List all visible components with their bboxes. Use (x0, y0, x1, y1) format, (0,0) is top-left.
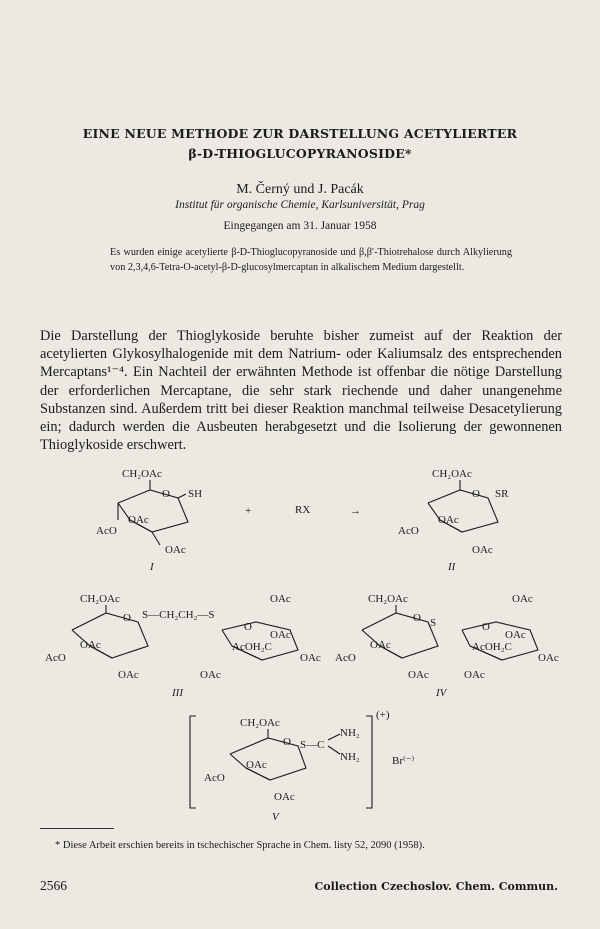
thio-bridge: S (430, 617, 437, 629)
oac-label: OAc (300, 652, 321, 664)
ch2oac-label: CH₂OAc (368, 593, 408, 605)
authors: M. Černý und J. Pacák (236, 182, 364, 197)
body-paragraph: Die Darstellung der Thioglykoside beruhte bisher zumeist auf der Reaktion der acetylierten Glykosylhalogenide mit dem Natrium- oder Kaliumsalz des entsprechenden Mercaptans¹⁻⁴. Ein Nachteil der erwähnten Methode ist offenbar die nötige Darstellung der erforderlichen Mercaptane, die sehr stark riechende und daher unangenehme Substanzen sind. Außerdem tritt bei dieser Reaktion manchmal teilweise Desacetylierung ein; dadurch werden die Ausbeuten herabgesetzt und die Isolierung der gewonnenen Thioglykoside erschwert. (40, 328, 562, 454)
compound-label-2: II (448, 561, 456, 573)
structure-3 (45, 593, 321, 699)
structure-2 (398, 468, 509, 573)
isothiouronium-s: S—C (300, 739, 325, 751)
oac-label: OAc (246, 759, 267, 771)
structure-5 (190, 709, 415, 823)
oac-label: OAc (128, 514, 149, 526)
abstract: Es wurden einige acetylierte β-D-Thioglucopyranoside und β,β′-Thiotrehalose durch Alkylierung von 2,3,4,6-Tetra-O-acetyl-β-D-glucosylmercaptan in alkalischem Medium dargestellt. (110, 247, 512, 273)
oac-label: OAc (538, 652, 559, 664)
oac-label: OAc (370, 639, 391, 651)
compound-label-1: I (150, 561, 154, 573)
oac-label: OAc (200, 669, 221, 681)
ring-oxygen: O (162, 488, 170, 500)
oac-label: OAc (165, 544, 186, 556)
body-text (40, 327, 562, 454)
ch2oac-label: CH₂OAc (80, 593, 120, 605)
nh2-label: NH₂ (340, 727, 360, 739)
reagent-rx: RX (295, 504, 311, 516)
article-title (40, 124, 560, 164)
structure-1 (96, 468, 202, 573)
nh2-label: NH₂ (340, 751, 360, 763)
aco-label: AcO (96, 525, 117, 537)
acoh2c-label: AcOH₂C (472, 641, 512, 653)
ring-oxygen: O (283, 736, 291, 748)
sr-label: SR (495, 488, 509, 500)
acoh2c-label: AcOH₂C (232, 641, 272, 653)
oac-label: OAc (270, 593, 291, 605)
structure-4 (335, 593, 559, 699)
oac-label: OAc (118, 669, 139, 681)
compound-label-4: IV (436, 687, 447, 699)
title-line-1: EINE NEUE METHODE ZUR DARSTELLUNG ACETYLIERTER (82, 126, 518, 141)
reaction-arrow: → (350, 505, 361, 517)
compound-label-5: V (272, 811, 279, 823)
ring-oxygen: O (472, 488, 480, 500)
positive-charge: (+) (376, 709, 390, 721)
ring-oxygen: O (482, 621, 490, 633)
ethylene-bridge: S—CH₂CH₂—S (142, 609, 215, 621)
plus-sign: + (245, 505, 252, 517)
oac-label: OAc (408, 669, 429, 681)
bromide-anion: Br⁽⁻⁾ (392, 755, 415, 767)
footnote: * Diese Arbeit erschien bereits in tschechischer Sprache in Chem. listy 52, 2090 (1958). (55, 840, 425, 851)
ring-oxygen: O (413, 612, 421, 624)
aco-label: AcO (398, 525, 419, 537)
compound-label-3: III (172, 687, 183, 699)
oac-label: OAc (512, 593, 533, 605)
sh-label: SH (188, 488, 203, 500)
title-line-2: β-D-THIOGLUCOPYRANOSIDE* (188, 146, 412, 161)
received-date: Eingegangen am 31. Januar 1958 (223, 220, 377, 232)
footnote-rule (40, 828, 114, 829)
ring-oxygen: O (244, 621, 252, 633)
ring-oxygen: O (123, 612, 131, 624)
aco-label: AcO (335, 652, 356, 664)
oac-label: OAc (505, 629, 526, 641)
oac-label: OAc (80, 639, 101, 651)
oac-label: OAc (274, 791, 295, 803)
page-number: 2566 (40, 878, 67, 893)
ch2oac-label: CH₂OAc (240, 717, 280, 729)
institution: Institut für organische Chemie, Karlsuniversität, Prag (175, 199, 425, 211)
journal-name: Collection Czechoslov. Chem. Commun. (314, 880, 558, 893)
oac-label: OAc (438, 514, 459, 526)
ch2oac-label: CH₂OAc (432, 468, 472, 480)
oac-label: OAc (464, 669, 485, 681)
aco-label: AcO (45, 652, 66, 664)
ch2oac-label: CH₂OAc (122, 468, 162, 480)
oac-label: OAc (472, 544, 493, 556)
oac-label: OAc (270, 629, 291, 641)
aco-label: AcO (204, 772, 225, 784)
